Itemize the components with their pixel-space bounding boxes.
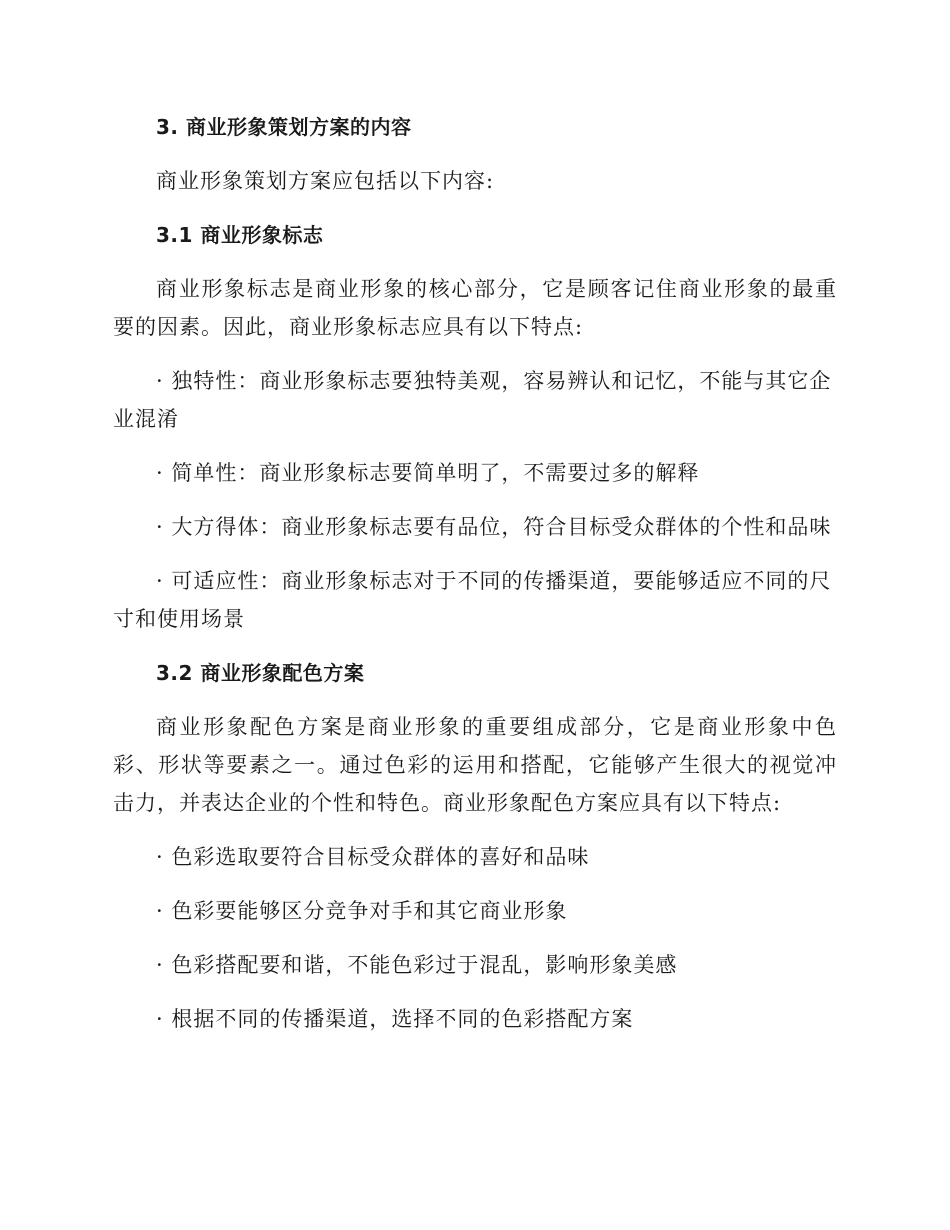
document-page: [113, 108, 837, 1054]
bullet-item: · 色彩要能够区分竞争对手和其它商业形象: [156, 899, 568, 923]
bullet-item: · 大方得体：商业形象标志要有品位，符合目标受众群体的个性和品味: [156, 515, 832, 539]
section-3-1-paragraph: 商业形象标志是商业形象的核心部分，它是顾客记住商业形象的最重要的因素。因此，商业形象标志应具有以下特点:: [113, 277, 837, 339]
bullet-item: · 独特性：商业形象标志要独特美观，容易辨认和记忆，不能与其它企业混淆: [113, 369, 832, 431]
section-3-2-paragraph: 商业形象配色方案是商业形象的重要组成部分，它是商业形象中色彩、形状等要素之一。通过色彩的运用和搭配，它能够产生很大的视觉冲击力，并表达企业的个性和特色。商业形象配色方案应具有以下特点:: [113, 715, 837, 815]
bullet-item: · 色彩搭配要和谐，不能色彩过于混乱，影响形象美感: [156, 953, 678, 977]
section-3-intro: 商业形象策划方案应包括以下内容:: [156, 169, 495, 193]
section-3-1-heading: 3.1 商业形象标志: [156, 223, 324, 247]
section-3-heading: 3. 商业形象策划方案的内容: [156, 115, 412, 139]
bullet-item: · 简单性：商业形象标志要简单明了，不需要过多的解释: [156, 461, 700, 485]
bullet-item: · 色彩选取要符合目标受众群体的喜好和品味: [156, 845, 590, 869]
bullet-item: · 根据不同的传播渠道，选择不同的色彩搭配方案: [156, 1007, 634, 1031]
section-3-2-heading: 3.2 商业形象配色方案: [156, 661, 365, 685]
bullet-item: · 可适应性：商业形象标志对于不同的传播渠道，要能够适应不同的尺寸和使用场景: [113, 569, 832, 631]
